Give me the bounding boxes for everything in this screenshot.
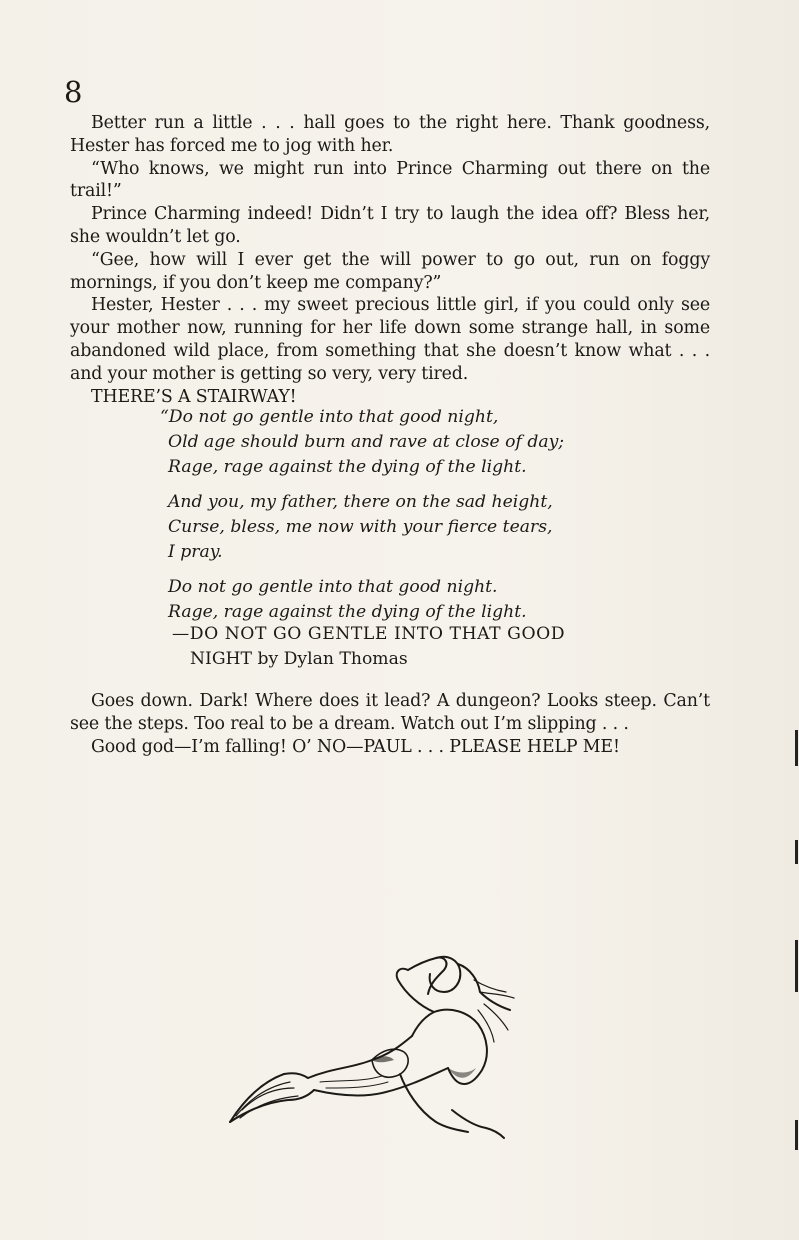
- mermaid-illustration-icon: [222, 950, 522, 1150]
- paragraph: “Who knows, we might run into Prince Charming out there on the trail!”: [70, 158, 710, 202]
- poem-stanza: [168, 490, 668, 565]
- paragraph: Hester, Hester . . . my sweet precious little girl, if you could only see your mother now, running for her life down some strange hall, in some abandoned wild place, from something that she doesn’t know what . . . and your mother is getting so very, very tired.: [70, 295, 710, 384]
- poem-line: And you, my father, there on the sad height,: [168, 492, 553, 512]
- poem-line: Do not go gentle into that good night.: [168, 577, 498, 597]
- poem-attribution: [172, 622, 652, 672]
- prose-block-after-poem: [70, 690, 710, 758]
- paragraph: “Gee, how will I ever get the will power to go out, run on foggy mornings, if you don’t keep me company?”: [70, 249, 710, 293]
- poem-line: Rage, rage against the dying of the light.: [168, 457, 527, 477]
- poem-line: Curse, bless, me now with your fierce tears,: [168, 517, 553, 537]
- attribution-title: —DO NOT GO GENTLE INTO THAT GOOD: [172, 624, 566, 644]
- poem-line: Old age should burn and rave at close of day;: [168, 432, 565, 452]
- attribution-author: NIGHT by Dylan Thomas: [190, 649, 408, 669]
- paragraph-stairway: THERE’S A STAIRWAY!: [91, 386, 297, 407]
- poem-stanza: [160, 405, 668, 480]
- poem-quotation: [160, 405, 668, 635]
- paragraph: Goes down. Dark! Where does it lead? A dungeon? Looks steep. Can’t see the steps. Too real to be a dream. Watch out I’m slipping . . .: [70, 691, 710, 734]
- paragraph: Better run a little . . . hall goes to the right here. Thank goodness, Hester has forced me to jog with her.: [70, 113, 710, 156]
- poem-line: I pray.: [168, 542, 223, 562]
- scan-edge-marks: [793, 700, 799, 1180]
- poem-stanza: [168, 575, 668, 625]
- paragraph: Prince Charming indeed! Didn’t I try to laugh the idea off? Bless her, she wouldn’t let go.: [70, 204, 710, 247]
- poem-line: “Do not go gentle into that good night,: [160, 407, 499, 427]
- poem-line: Rage, rage against the dying of the light.: [168, 602, 527, 622]
- prose-block-before-poem: [70, 112, 710, 408]
- paragraph-falling: Good god—I’m falling! O’ NO—PAUL . . . PLEASE HELP ME!: [91, 736, 620, 757]
- page-number: 8: [64, 75, 83, 109]
